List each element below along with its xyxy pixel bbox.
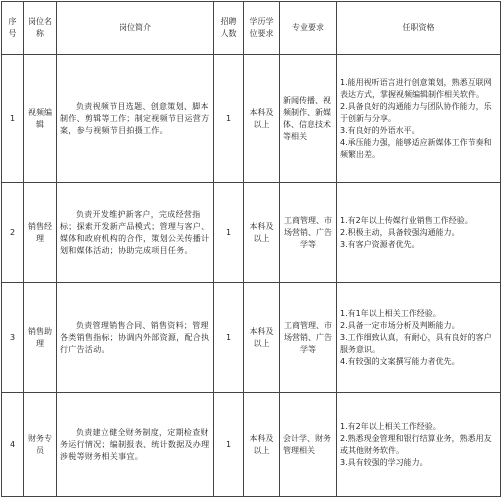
qualifications [337,283,501,393]
qualification-item: 2.具备良好的沟通能力与团队协作能力，乐于创新与分享。 [340,101,492,123]
header-headcount: 招聘人数 [214,2,244,55]
qualifications [337,55,501,183]
qualification-item: 1.能用视听语言进行创意策划，熟悉互联网表达方式，掌握视频编辑制作相关软件。 [340,77,492,99]
major-requirement: 会计学、财务管理相关 [280,393,337,497]
table-row [2,283,501,393]
position-name: 销售经理 [24,183,57,283]
major-requirement: 工商管理、市场营销、广告学等 [280,183,337,283]
job-listing-table [1,1,501,497]
education-requirement: 本科及以上 [244,183,280,283]
qualification-item: 3.工作细致认真，有耐心，具有良好的客户服务意识。 [340,332,492,354]
education-requirement: 本科及以上 [244,55,280,183]
row-number: 3 [2,283,24,393]
header-qualifications: 任职资格 [337,2,501,55]
position-name: 视频编辑 [24,55,57,183]
headcount: 1 [214,283,244,393]
header-position-name: 岗位名称 [24,2,57,55]
education-requirement: 本科及以上 [244,393,280,497]
headcount: 1 [214,55,244,183]
header-no: 序号 [2,2,24,55]
qualification-item: 3.有良好的外语水平。 [340,125,420,135]
qualification-item: 2.具备一定市场分析及判断能力。 [340,320,460,330]
qualifications [337,393,501,497]
qualification-item: 3.具有较强的学习能力。 [340,457,428,467]
header-major: 专业要求 [280,2,337,55]
table-row [2,393,501,497]
position-intro: 负责建立健全财务制度，定期检查财务运行情况；编制报表、统计数据及办理涉税等财务相关事宜。 [57,393,214,497]
row-number: 1 [2,55,24,183]
major-requirement: 新闻传播、视频制作、新媒体、信息技术等相关 [280,55,337,183]
headcount: 1 [214,183,244,283]
qualifications [337,183,501,283]
education-requirement: 本科及以上 [244,283,280,393]
major-requirement: 工商管理、市场营销、广告学等 [280,283,337,393]
qualification-item: 4.承压能力强，能够适应新媒体工作节奏和频繁出差。 [340,137,492,159]
table-row [2,55,501,183]
table-header-row [2,2,501,55]
position-name: 财务专员 [24,393,57,497]
header-position-intro: 岗位简介 [57,2,214,55]
qualification-item: 1.有2年以上传媒行业销售工作经验。 [340,215,473,225]
qualification-item: 4.有较强的文案撰写能力者优先。 [340,356,460,366]
position-intro: 负责管理销售合同、销售资料；管理各类销售指标；协调内外部资源，配合执行广告活动。 [57,283,214,393]
header-education: 学历学位要求 [244,2,280,55]
qualification-item: 2.熟悉现金管理和银行结算业务，熟悉用友或其他财务软件。 [340,433,492,455]
qualification-item: 1.有2年以上相关工作经验。 [340,421,441,431]
position-intro: 负责视频节目选题、创意策划、脚本制作、剪辑等工作；制定视频节目运营方案，参与视频节目拍摄工作。 [57,55,214,183]
headcount: 1 [214,393,244,497]
table-row [2,183,501,283]
qualification-item: 2.积极主动，具备较强沟通能力。 [340,227,460,237]
position-intro: 负责开发维护新客户，完成经营指标；探索开发新产品模式；管理与客户、媒体和政府机构的合作，策划公关传播计划和媒体活动；协助完成项目任务。 [57,183,214,283]
qualification-item: 1.有1年以上相关工作经验。 [340,308,441,318]
row-number: 2 [2,183,24,283]
qualification-item: 3.有客户资源者优先。 [340,239,420,249]
position-name: 销售助理 [24,283,57,393]
row-number: 4 [2,393,24,497]
